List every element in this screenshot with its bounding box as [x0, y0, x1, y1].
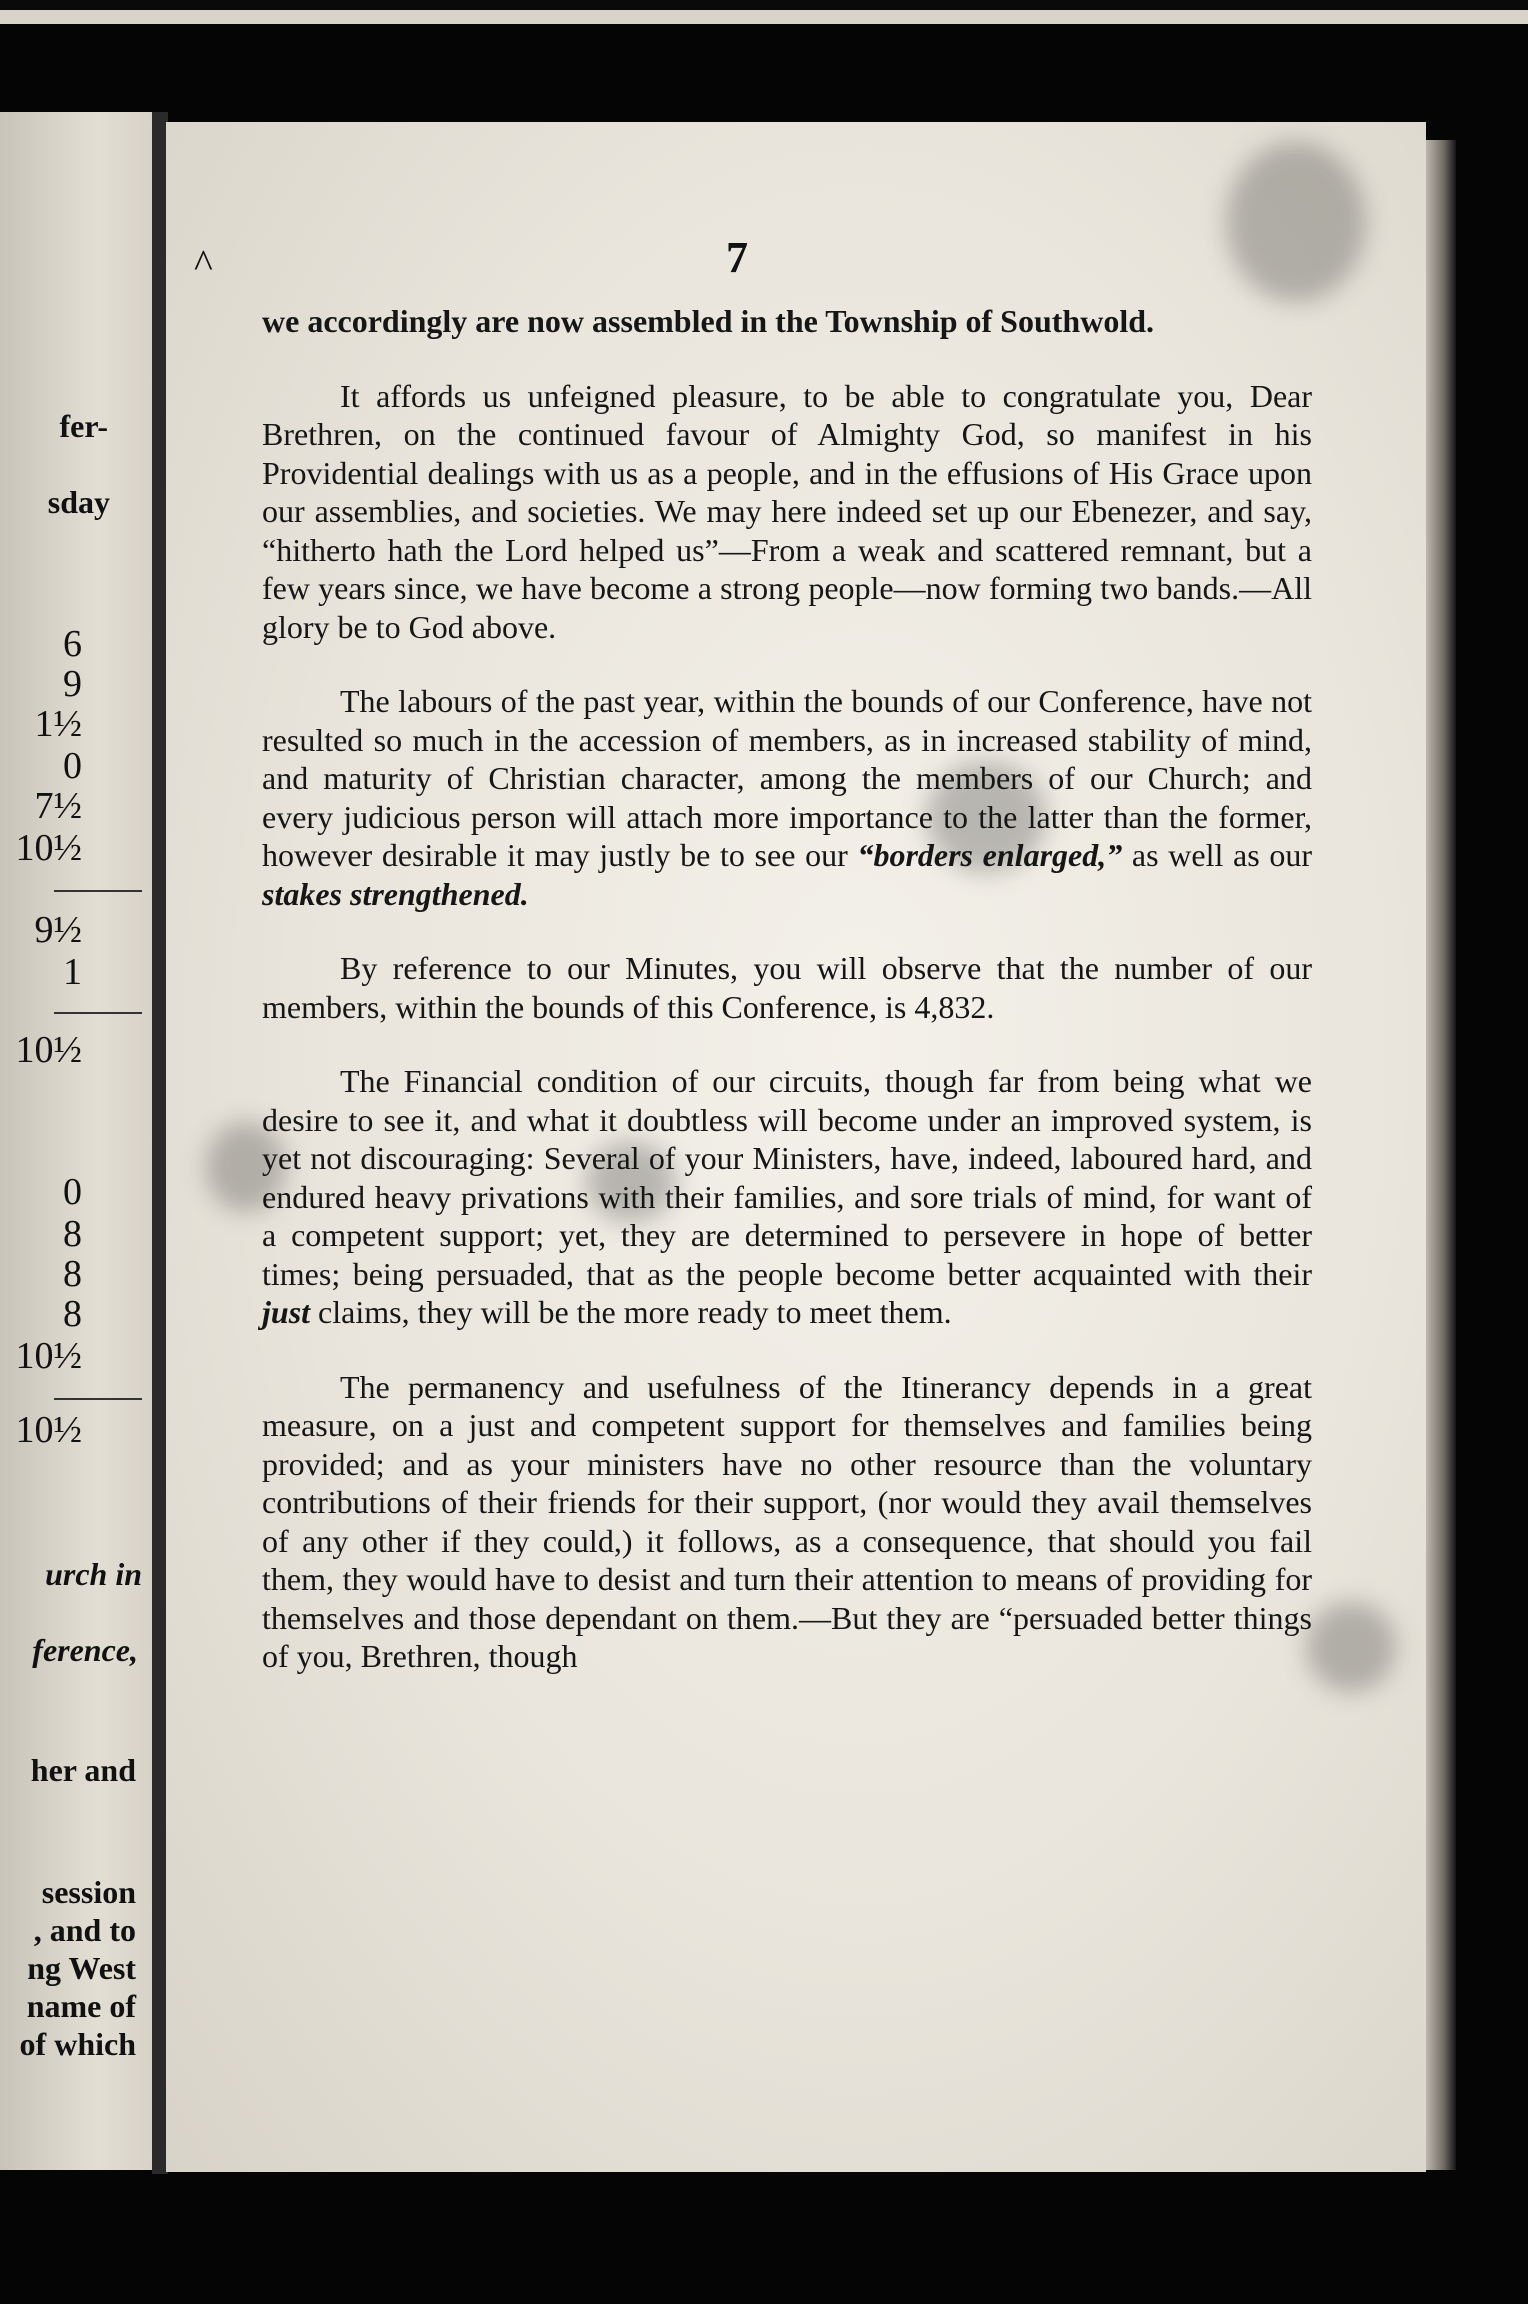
paragraph: It affords us unfeigned pleasure, to be able to congratulate you, Dear Brethren, on the continued favour of Almighty God, so manifest in his Providential dealings with us as a people, and in the effusions of His Grace upon our assemblies, and societies. We may here indeed set up our Ebenezer, and say, “hitherto hath the Lord helped us”—From a weak and scattered remnant, but a few years since, we have become a strong people—now forming two bands.—All glory be to God above.: [262, 377, 1312, 645]
body-text: [262, 302, 1312, 1712]
left-number: 10½: [15, 1409, 82, 1451]
left-tail-line: of which: [19, 2026, 136, 2062]
paragraph: The permanency and usefulness of the Itinerancy depends in a great measure, on a just and competent support for themselves and families being provided; and as your ministers have no other resource than the voluntary contributions of their friends for their support, (nor would they avail themselves of any other if they could,) it follows, as a consequence, that should you fail them, they would have to desist and turn their attention to means of providing for themselves and those dependant on them.—But they are “persuaded better things of you, Brethren, though: [262, 1368, 1312, 1674]
ink-stain: [1226, 142, 1366, 302]
page-number: 7: [726, 233, 748, 282]
left-fragment-2: sday: [47, 484, 110, 520]
left-tail-line: urch in: [45, 1556, 142, 1592]
left-tail-line: ference,: [32, 1632, 138, 1668]
paragraph: By reference to our Minutes, you will observe that the number of our members, within the bounds of this Conference, is 4,832.: [262, 950, 1312, 1025]
paragraph: [262, 682, 1312, 913]
left-number: 1: [63, 951, 82, 993]
scanned-page: [166, 122, 1426, 2172]
left-number: 7½: [34, 785, 82, 827]
italic-word: just: [262, 1294, 311, 1330]
left-rule: [54, 890, 142, 892]
left-fragment-1: fer-: [59, 408, 108, 444]
left-number: 0: [63, 1171, 82, 1213]
left-number: 9: [63, 663, 82, 705]
margin-mark: ^: [194, 241, 213, 286]
left-number: 10½: [15, 1029, 82, 1071]
ink-stain: [1306, 1602, 1396, 1692]
previous-page-fragment: [0, 112, 160, 2170]
paragraph-text: claims, they will be the more ready to meet them.: [310, 1294, 952, 1330]
left-number: 10½: [15, 827, 82, 869]
paragraph-text: The Financial condition of our circuits, though far from being what we desire to see it, and what it doubtless will become under an improved system, is yet not discouraging: Several of your Ministers, have, indeed, laboured hard, and endured heavy privations with their families, and sore trials of mind, for want of a competent support; yet, they are determined to persevere in hope of better times; being persuaded, that as the people become better acquainted with their: [262, 1063, 1312, 1292]
left-tail-line: , and to: [33, 1912, 136, 1948]
left-rule: [54, 1012, 142, 1014]
left-number: 1½: [34, 703, 82, 745]
paragraph: [262, 1062, 1312, 1332]
left-tail-line: ng West: [27, 1950, 136, 1986]
left-number: 10½: [15, 1335, 82, 1377]
paragraph: we accordingly are now assembled in the Township of Southwold.: [262, 303, 1154, 339]
left-number: 8: [63, 1293, 82, 1335]
left-tail-line: her and: [30, 1752, 136, 1788]
paragraph-text: The labours of the past year, within the bounds of our Conference, have not resulted so much in the accession of members, as in increased stability of mind, and maturity of Christian character, among the members of our Church; and every judicious person will attach more importance to the latter than the former, however desirable it may justly be to see our: [262, 683, 1312, 873]
left-number: 9½: [34, 909, 82, 951]
italic-phrase: stakes strengthened.: [262, 875, 529, 912]
left-rule: [54, 1398, 142, 1400]
paragraph-text: as well as our: [1122, 837, 1313, 873]
italic-phrase: “borders enlarged,”: [857, 837, 1123, 873]
left-tail-line: session: [41, 1874, 136, 1910]
left-number: 6: [63, 623, 82, 665]
film-top-border: [0, 0, 1528, 10]
left-number: 8: [63, 1253, 82, 1295]
left-tail-line: name of: [26, 1988, 136, 2024]
left-number: 0: [63, 745, 82, 787]
page-edge-shadow: [1426, 140, 1456, 2170]
film-bottom-border: [0, 10, 1528, 24]
left-number: 8: [63, 1213, 82, 1255]
